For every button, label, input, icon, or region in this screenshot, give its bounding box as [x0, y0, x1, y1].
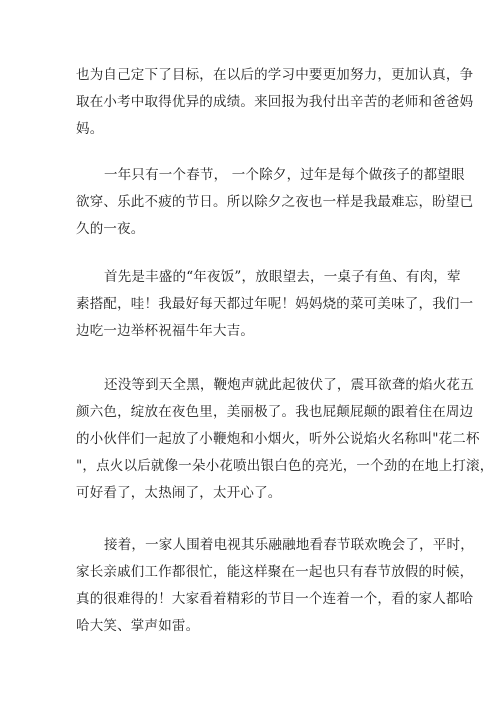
- paragraph-line: "，点火以后就像一朵小花喷出银白色的亮光，一个劲的在地上打滚，: [76, 458, 494, 474]
- paragraph-line: 首先是丰盛的“年夜饭”，放眼望去，一桌子有鱼、有肉，荤: [104, 269, 461, 285]
- paragraph-line: 也为自己定下了目标，在以后的学习中要更加努力，更加认真，争: [76, 67, 474, 83]
- paragraph-line: 欲穿、乐此不疲的节日。所以除夕之夜也一样是我最难忘，盼望已: [76, 194, 474, 210]
- paragraph-line: 真的很难得的！大家看着精彩的节目一个连着一个，看的家人都哈: [76, 591, 474, 607]
- paragraph-line: 的小伙伴们一起放了小鞭炮和小烟火，听外公说焰火名称叫"花二杯: [76, 431, 480, 447]
- paragraph-goals: [76, 62, 474, 143]
- paragraph-line: 可好看了，太热闹了，太开心了。: [76, 485, 282, 501]
- paragraph-line: 取在小考中取得优异的成绩。来回报为我付出辛苦的老师和爸爸妈: [76, 94, 474, 110]
- paragraph-gala: [76, 532, 474, 640]
- paragraph-fireworks: [76, 372, 494, 507]
- paragraph-line: 妈。: [76, 121, 104, 137]
- paragraph-line: 接着，一家人围着电视其乐融融地看春节联欢晚会了，平时，: [104, 537, 474, 553]
- paragraph-line: 一年只有一个春节， 一个除夕，过年是每个做孩子的都望眼: [104, 167, 465, 183]
- paragraph-line: 哈大笑、掌声如雷。: [76, 618, 200, 634]
- paragraph-line: 还没等到天全黑，鞭炮声就此起彼伏了，震耳欲聋的焰火花五: [104, 377, 474, 393]
- paragraph-line: 久的一夜。: [76, 221, 145, 237]
- paragraph-line: 颜六色，绽放在夜色里，美丽极了。我也屁颠屁颠的跟着住在周边: [76, 404, 474, 420]
- paragraph-dinner: [76, 264, 474, 345]
- paragraph-line: 素搭配，哇！我最好每天都过年呢！妈妈烧的菜可美味了，我们一: [76, 296, 474, 312]
- paragraph-line: 边吃一边举杯祝福牛年大吉。: [76, 323, 255, 339]
- paragraph-new-year-eve: [76, 162, 474, 243]
- paragraph-line: 家长亲戚们工作都很忙，能这样聚在一起也只有春节放假的时候，: [76, 564, 474, 580]
